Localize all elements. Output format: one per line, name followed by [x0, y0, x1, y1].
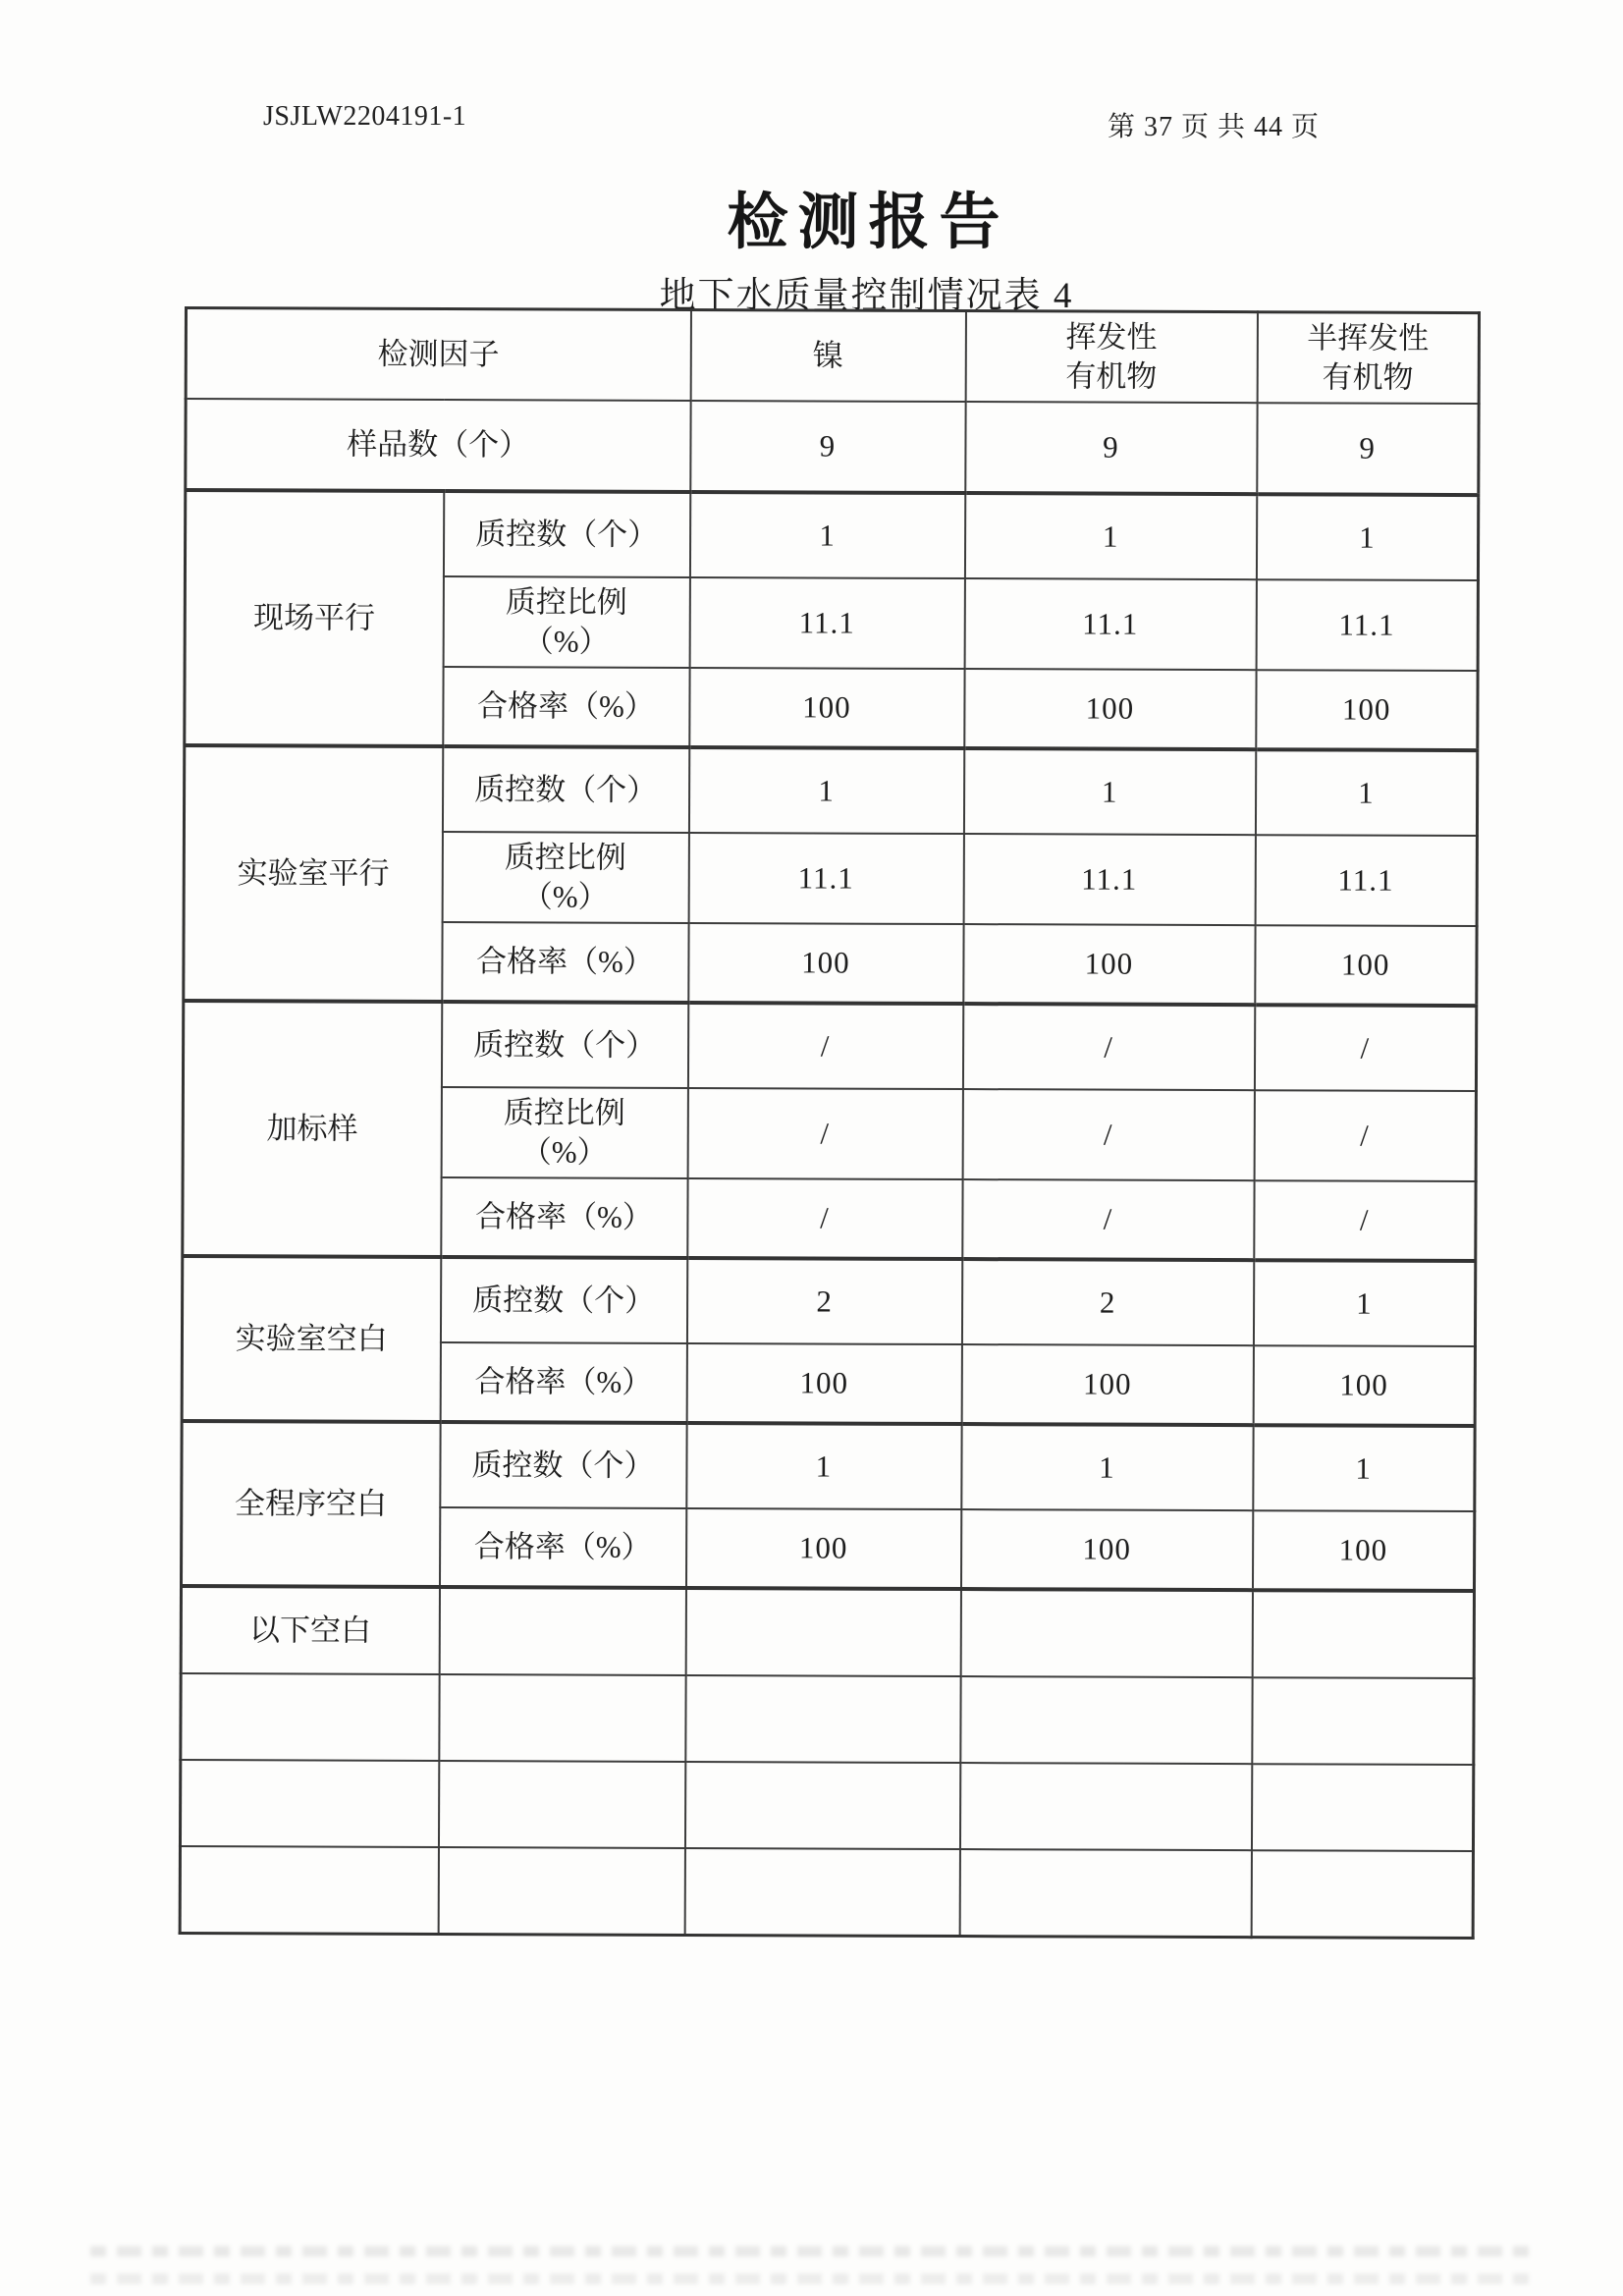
table-row — [183, 1001, 1476, 1091]
table-row — [182, 1421, 1475, 1511]
row-label: 质控比例 （%） — [442, 832, 688, 923]
value-cell: 11.1 — [1256, 579, 1478, 671]
sample-count-value: 9 — [965, 402, 1257, 494]
value-cell: 100 — [685, 1508, 960, 1589]
value-cell: 100 — [686, 1343, 961, 1424]
value-cell: / — [1254, 1180, 1476, 1261]
value-cell: 100 — [689, 668, 964, 748]
empty-row — [181, 1673, 1474, 1765]
value-cell: 1 — [964, 493, 1256, 579]
row-label: 合格率（%） — [439, 1507, 685, 1588]
section-name-field-parallel: 现场平行 — [185, 490, 444, 746]
value-cell: / — [1254, 1005, 1476, 1091]
empty-cell — [438, 1761, 684, 1848]
table-row — [185, 490, 1478, 580]
row-label: 质控数（个） — [442, 746, 688, 833]
bleedthrough-ghost-text — [90, 2273, 1533, 2284]
empty-cell — [1251, 1850, 1473, 1938]
value-cell: 100 — [961, 1344, 1253, 1425]
empty-cell — [180, 1846, 438, 1935]
row-label: 质控数（个） — [441, 1002, 687, 1088]
empty-cell — [960, 1676, 1252, 1764]
table-row — [182, 1256, 1475, 1346]
value-cell: 11.1 — [963, 834, 1255, 925]
empty-cell — [684, 1762, 959, 1849]
table-caption: 地下水质量控制情况表 4 — [659, 276, 1074, 316]
qc-table — [179, 306, 1481, 1940]
row-label: 质控数（个） — [443, 491, 689, 577]
value-cell: 1 — [1253, 1425, 1475, 1511]
bleedthrough-ghost-text — [90, 2246, 1533, 2257]
value-cell: 100 — [960, 1509, 1252, 1590]
empty-row — [180, 1760, 1473, 1851]
section-name-spiked-sample: 加标样 — [183, 1001, 442, 1257]
value-cell: 100 — [1252, 1510, 1474, 1591]
row-label: 合格率（%） — [442, 922, 688, 1003]
section-name-lab-parallel: 实验室平行 — [184, 745, 443, 1002]
value-cell: 1 — [1256, 494, 1478, 580]
empty-cell — [180, 1760, 438, 1847]
value-cell: 1 — [688, 747, 963, 834]
value-cell: / — [962, 1089, 1254, 1180]
value-cell: 11.1 — [1255, 835, 1477, 926]
empty-cell — [438, 1847, 684, 1935]
row-label: 质控数（个） — [440, 1257, 686, 1343]
row-label: 合格率（%） — [440, 1342, 686, 1423]
value-cell: 1 — [686, 1423, 961, 1509]
empty-cell — [684, 1848, 959, 1937]
value-cell: 1 — [963, 748, 1255, 835]
row-label: 质控比例 （%） — [443, 576, 689, 668]
empty-row — [180, 1846, 1473, 1939]
sample-count-value: 9 — [1257, 403, 1479, 495]
empty-cell — [439, 1587, 685, 1675]
empty-cell — [685, 1675, 960, 1763]
sample-count-label: 样品数（个） — [186, 399, 690, 492]
empty-cell — [1252, 1677, 1474, 1765]
empty-cell — [959, 1849, 1251, 1938]
value-cell: 11.1 — [688, 833, 963, 924]
empty-cell — [685, 1588, 960, 1676]
value-cell: 100 — [963, 924, 1255, 1005]
col-header-svoc: 半挥发性 有机物 — [1257, 312, 1479, 404]
col-header-nickel: 镍 — [690, 309, 965, 402]
empty-cell — [1252, 1590, 1474, 1678]
value-cell: / — [687, 1003, 962, 1089]
page-number-label: 第 37 页 共 44 页 — [1108, 112, 1321, 142]
sample-count-value: 9 — [690, 401, 965, 493]
value-cell: 100 — [964, 669, 1256, 749]
value-cell: 100 — [1256, 670, 1478, 750]
table-header-row — [186, 308, 1479, 405]
value-cell: 1 — [1253, 1260, 1475, 1346]
value-cell: 11.1 — [689, 577, 964, 669]
value-cell: / — [687, 1178, 962, 1259]
row-label: 质控数（个） — [440, 1422, 686, 1508]
blank-below-row — [181, 1586, 1474, 1678]
value-cell: 11.1 — [964, 578, 1256, 670]
table-row — [184, 745, 1477, 836]
row-label: 质控比例 （%） — [441, 1087, 687, 1178]
value-cell: 1 — [961, 1424, 1253, 1510]
row-label: 合格率（%） — [441, 1177, 687, 1258]
value-cell: 100 — [1255, 925, 1477, 1006]
value-cell: / — [962, 1179, 1254, 1260]
blank-below-label: 以下空白 — [181, 1586, 439, 1674]
value-cell: 1 — [689, 492, 964, 578]
empty-cell — [439, 1674, 685, 1762]
factor-header-cell: 检测因子 — [186, 308, 690, 401]
col-header-voc: 挥发性 有机物 — [965, 311, 1257, 404]
section-name-lab-blank: 实验室空白 — [182, 1256, 441, 1422]
value-cell: / — [962, 1004, 1254, 1090]
report-number: JSJLW2204191-1 — [263, 101, 467, 132]
value-cell: 2 — [686, 1258, 961, 1344]
empty-cell — [960, 1589, 1252, 1677]
value-cell: 2 — [961, 1259, 1253, 1345]
empty-cell — [181, 1673, 439, 1761]
sample-count-row — [186, 399, 1479, 495]
value-cell: / — [687, 1088, 962, 1179]
value-cell: 100 — [1253, 1345, 1475, 1426]
value-cell: 100 — [688, 923, 963, 1004]
empty-cell — [1251, 1764, 1473, 1851]
section-name-whole-procedure-blank: 全程序空白 — [181, 1421, 440, 1587]
value-cell: / — [1254, 1090, 1476, 1181]
empty-cell — [959, 1763, 1251, 1850]
report-title: 检测报告 — [727, 190, 1010, 256]
value-cell: 1 — [1255, 749, 1477, 836]
row-label: 合格率（%） — [443, 667, 689, 747]
